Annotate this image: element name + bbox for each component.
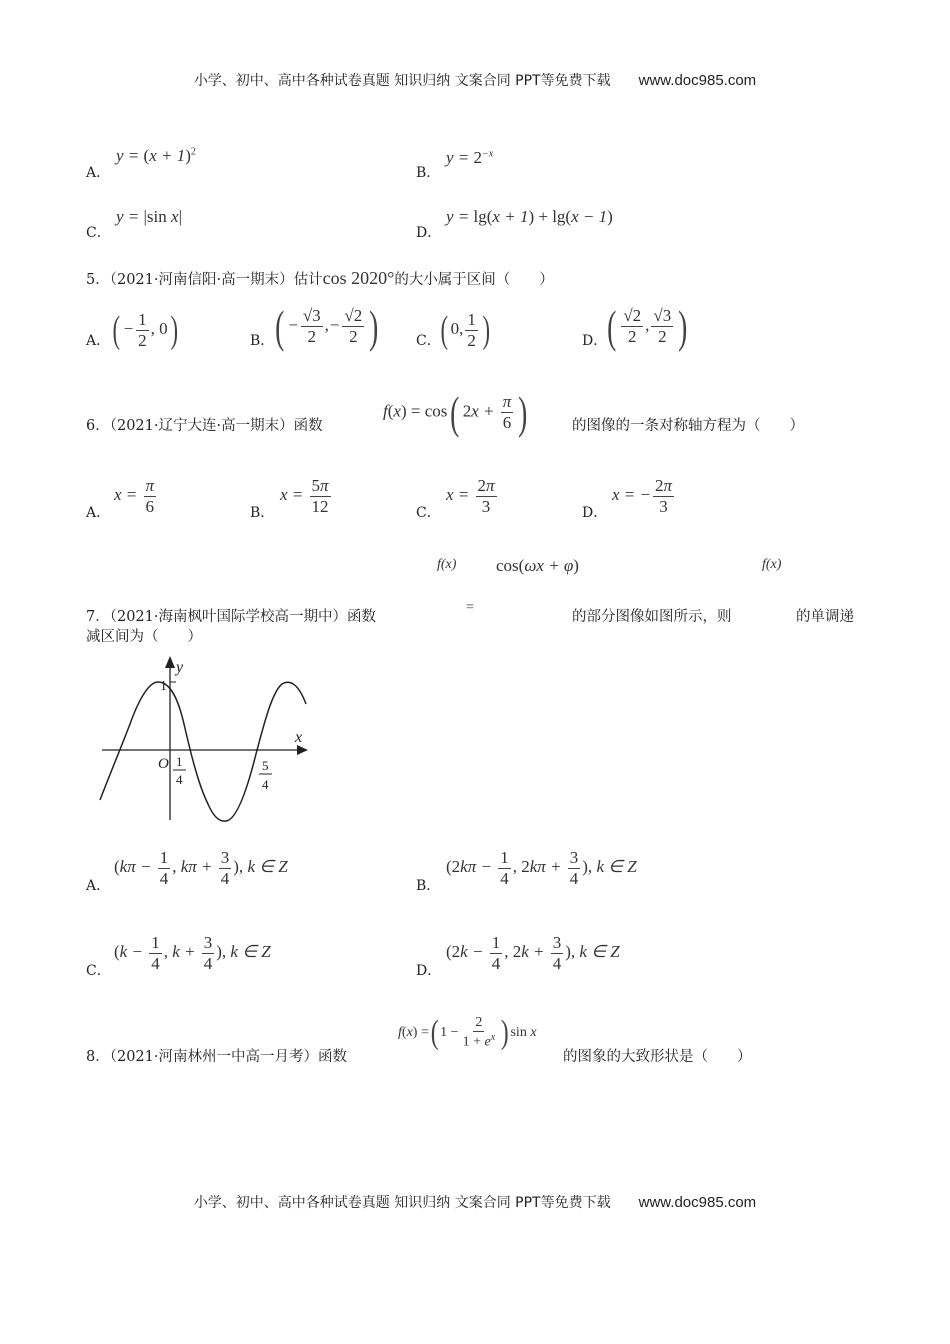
q5-tail: 的大小属于区间（ ） (394, 272, 554, 288)
q7-option-d-label[interactable]: D． (416, 963, 442, 979)
q8-number: 8． (86, 1049, 110, 1065)
x-axis-arrow-icon (297, 745, 308, 755)
q5-option-c-expr: ( 0, $\frac{1}{2}$ ) (440, 309, 491, 351)
q4-option-d-label[interactable]: D． (416, 225, 442, 241)
header-url[interactable]: www.doc985.com (638, 72, 757, 89)
q4-option-b-expr: $y = 2^{-x}$ (446, 148, 494, 167)
q4-option-c-expr: y = |sin x| (116, 207, 182, 226)
q8-tail: 的图象的大致形状是（ ） (563, 1049, 752, 1065)
q5-option-d-expr: ( $\frac{√2}{2}$ , $\frac{√3}{2}$ ) (607, 301, 688, 352)
q7-tail2: 减区间为（ ） (86, 629, 202, 645)
svg-text:1: 1 (160, 679, 167, 694)
q6-option-a-expr: x = $\frac{\pi}{6}$ (114, 476, 155, 516)
question-5 (86, 268, 554, 289)
svg-text:4: 4 (262, 777, 269, 792)
page-footer (0, 1192, 950, 1212)
question-8 (86, 1045, 347, 1066)
q7-option-a-label[interactable]: A． (86, 878, 111, 894)
header-text: 小学、初中、高中各种试卷真题 知识归纳 文案合同 PPT等免费下载 (193, 73, 611, 89)
q7-tail1: 的单调递 (796, 609, 854, 625)
svg-text:y: y (176, 659, 184, 676)
q6-option-d-expr: x = − $\frac{2\pi}{3}$ (612, 476, 673, 516)
footer-text: 小学、初中、高中各种试卷真题 知识归纳 文案合同 PPT等免费下载 (193, 1195, 611, 1211)
svg-text:4: 4 (176, 772, 183, 787)
q7-option-a-expr: (kπ − $\frac{1}{4}$ , kπ + $\frac{3}{4}$ ), k ∈ Z (114, 848, 288, 888)
q5-option-b-expr: ( − $\frac{√3}{2}$ ,− $\frac{√2}{2}$ ) (275, 301, 379, 352)
q7-source: （2021·海南枫叶国际学校高一期中）函数 (109, 609, 376, 625)
q5-option-a-label[interactable]: A． (86, 333, 111, 349)
q6-option-c-expr: x = $\frac{2\pi}{3}$ (446, 476, 495, 516)
q6-source: （2021·辽宁大连·高一期末）函数 (109, 418, 323, 434)
svg-text:5: 5 (262, 758, 269, 773)
q5-source: （2021·河南信阳·高一期末）估计 (109, 272, 323, 288)
q7-option-b-expr: (2kπ − $\frac{1}{4}$ , 2kπ + $\frac{3}{4}$ ), k ∈ Z (446, 848, 637, 888)
q6-option-c-label[interactable]: C． (416, 505, 441, 521)
q4-option-b-label[interactable]: B． (416, 165, 441, 181)
q7-mid: 的部分图像如图所示，则 (572, 609, 732, 625)
q7-cosine-graph (96, 654, 312, 826)
q7-option-b-label[interactable]: B． (416, 878, 441, 894)
q5-option-c-label[interactable]: C． (416, 333, 441, 349)
q7-math-fx: f(x) (437, 557, 457, 572)
q7-math-cos: cos(ωx + φ) (496, 556, 579, 575)
q6-option-b-expr: x = $\frac{5\pi}{12}$ (280, 476, 329, 516)
svg-text:1: 1 (176, 754, 183, 769)
q6-math: f(x) = cos( 2x + $\frac{\pi}{6}$ ) (383, 387, 528, 438)
q5-option-a-expr: ( − $\frac{1}{2}$ , 0) (112, 309, 178, 351)
q6-option-a-label[interactable]: A． (86, 505, 111, 521)
svg-text:O: O (158, 756, 169, 772)
q6-tail: 的图像的一条对称轴方程为（ ） (572, 418, 804, 434)
q8-math: f(x) =( 1 − $\frac{2}{1 + e^x}$ ) sin x (398, 1014, 537, 1051)
q5-number: 5． (86, 272, 110, 288)
q4-option-a-label[interactable]: A． (86, 165, 111, 181)
page-header (0, 70, 950, 90)
q8-source: （2021·河南林州一中高一月考）函数 (109, 1049, 347, 1065)
footer-url[interactable]: www.doc985.com (638, 1194, 757, 1211)
q5-math: cos 2020° (322, 268, 395, 288)
svg-text:x: x (295, 729, 303, 746)
y-axis-arrow-icon (165, 656, 175, 668)
q7-option-c-expr: (k − $\frac{1}{4}$ , k + $\frac{3}{4}$ ), k ∈ Z (114, 933, 271, 973)
q5-option-d-label[interactable]: D． (582, 333, 608, 349)
q5-option-b-label[interactable]: B． (250, 333, 275, 349)
q6-option-d-label[interactable]: D． (582, 505, 608, 521)
q4-option-c-label[interactable]: C． (86, 225, 111, 241)
q7-number: 7． (86, 609, 110, 625)
q6-number: 6． (86, 418, 110, 434)
q7-math-fx-2: f(x) (762, 557, 782, 572)
q4-option-a-expr: $y = (x + 1)^2$ (116, 146, 196, 165)
question-6 (86, 414, 323, 435)
q7-equals: = (466, 600, 474, 615)
q7-option-c-label[interactable]: C． (86, 963, 111, 979)
question-7 (86, 605, 376, 626)
q7-option-d-expr: (2k − $\frac{1}{4}$ , 2k + $\frac{3}{4}$ ), k ∈ Z (446, 933, 620, 973)
q6-option-b-label[interactable]: B． (250, 505, 275, 521)
q4-option-d-expr: y = lg(x + 1) + lg(x − 1) (446, 207, 613, 226)
